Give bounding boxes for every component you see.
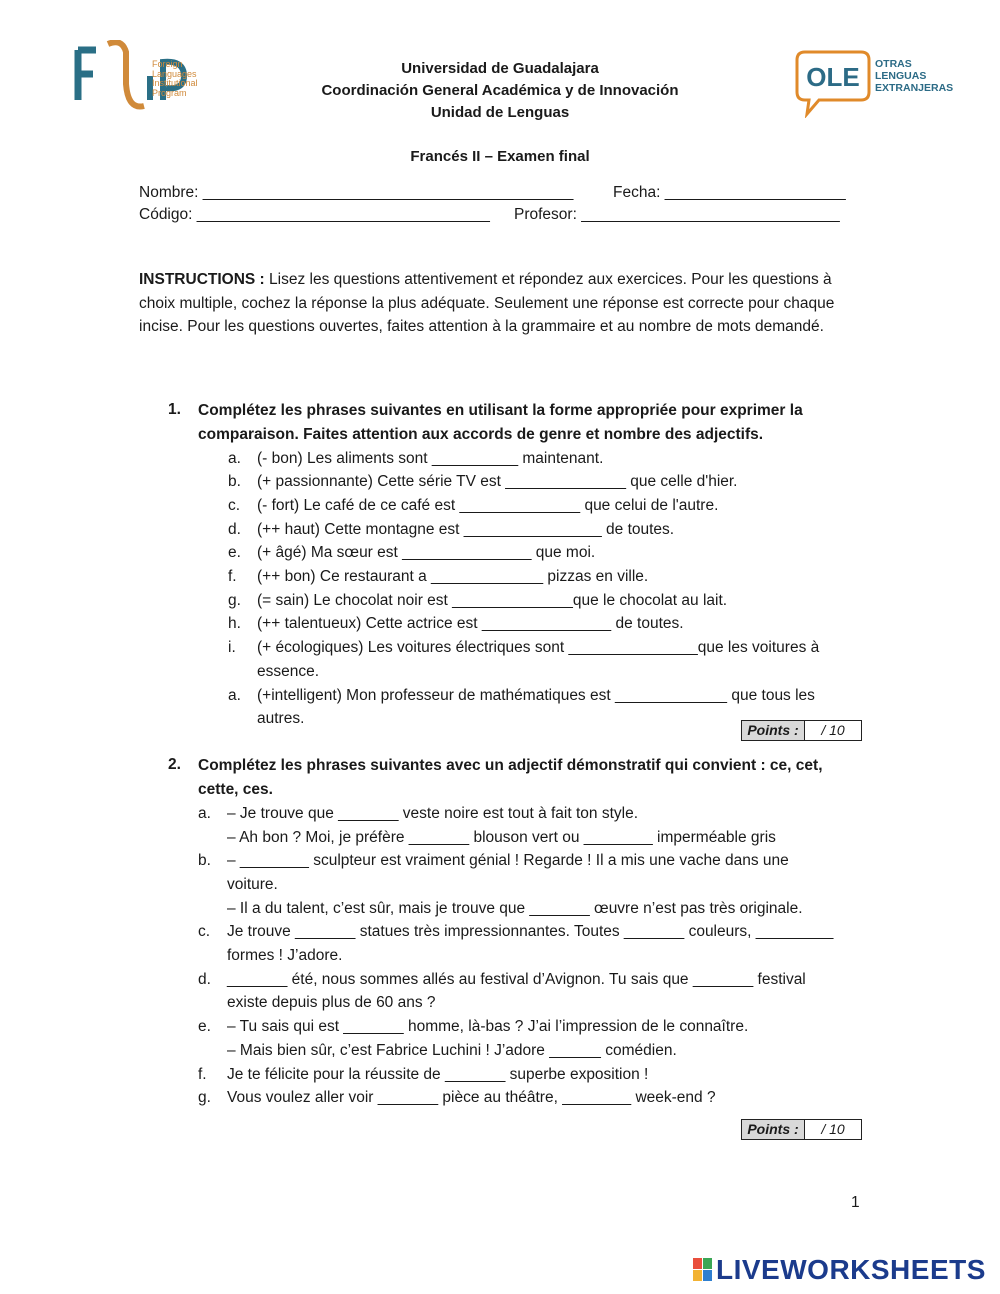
instructions-label: INSTRUCTIONS :	[139, 271, 265, 288]
points-value[interactable]: / 10	[821, 722, 845, 738]
profesor-field[interactable]: Profesor: ______________________________	[514, 206, 840, 223]
q2-item-label: d.	[198, 971, 211, 988]
unit-name: Unidad de Lenguas	[430, 104, 570, 121]
q1-item-label: c.	[228, 497, 241, 514]
q2-item-line[interactable]: Vous voulez aller voir _______ pièce au théâtre, ________ week-end ?	[227, 1089, 716, 1106]
flip-subtitle: Foreign Languages Institutional Program	[152, 59, 198, 98]
codigo-field[interactable]: Código: __________________________________	[139, 206, 490, 223]
q1-item-text-cont: autres.	[257, 710, 305, 727]
q1-item-text[interactable]: (++ bon) Ce restaurant a _____________ pizzas en ville.	[257, 568, 649, 585]
q2-item-line[interactable]: – ________ sculpteur est vraiment génial ! Regarde ! Il a mis une vache dans une	[227, 852, 789, 869]
q1-item-label: f.	[228, 568, 237, 585]
q2-item-line[interactable]: Je te félicite pour la réussite de _______ superbe exposition !	[227, 1066, 649, 1083]
points-value[interactable]: / 10	[821, 1121, 845, 1137]
q1-item-label: g.	[228, 592, 241, 609]
q1-item-text-cont: essence.	[257, 663, 320, 680]
q1-number: 1.	[168, 401, 181, 418]
page-number: 1	[851, 1194, 860, 1211]
coordination-name: Coordinación General Académica y de Innovación	[321, 82, 679, 99]
q2-item-line[interactable]: – Je trouve que _______ veste noire est tout à fait ton style.	[227, 805, 639, 822]
flip-letters: FLIP	[66, 40, 69, 41]
q2-points-box	[741, 1119, 862, 1140]
q1-item-label: a.	[228, 687, 241, 704]
q2-item-label: g.	[198, 1089, 211, 1106]
instructions	[139, 268, 861, 339]
q2-item-line[interactable]: – Mais bien sûr, c’est Fabrice Luchini ! J’adore ______ comédien.	[227, 1042, 677, 1059]
ole-letters: OLE	[806, 62, 860, 92]
ole-subtitle: OTRAS LENGUAS EXTRANJERAS	[875, 58, 954, 94]
q1-item-label: b.	[228, 473, 241, 490]
q2-item-line: formes ! J’adore.	[227, 947, 343, 964]
q1-item-text[interactable]: (+ passionnante) Cette série TV est ______________ que celle d'hier.	[257, 473, 738, 490]
q1-item-text[interactable]: (++ talentueux) Cette actrice est _______________ de toutes.	[257, 615, 684, 632]
q1-item-text[interactable]: (+intelligent) Mon professeur de mathématiques est _____________ que tous les	[257, 687, 815, 704]
q2-item-line: voiture.	[227, 876, 278, 893]
q2-number: 2.	[168, 756, 181, 773]
q1-points-box	[741, 720, 862, 741]
q1-item-text[interactable]: (++ haut) Cette montagne est ________________ de toutes.	[257, 521, 675, 538]
q2-item-line[interactable]: – Tu sais qui est _______ homme, là-bas ? J’ai l’impression de le connaître.	[227, 1018, 749, 1035]
q2-item-label: c.	[198, 923, 211, 940]
q2-item-label: e.	[198, 1018, 211, 1035]
q1-item-text[interactable]: (+ âgé) Ma sœur est _______________ que moi.	[257, 544, 596, 561]
points-label: Points :	[742, 1120, 805, 1139]
q2-item-line[interactable]: Je trouve _______ statues très impressionnantes. Toutes _______ couleurs, _________	[227, 923, 834, 940]
q1-item-label: i.	[228, 639, 236, 656]
fecha-field[interactable]: Fecha: _____________________	[613, 184, 846, 201]
q1-item-text[interactable]: (- bon) Les aliments sont __________ maintenant.	[257, 450, 604, 467]
q1-title: Complétez les phrases suivantes en utilisant la forme appropriée pour exprimer la comparaison. Faites attention aux accords de genre et nombre des adjectifs.	[198, 402, 803, 443]
q2-item-line[interactable]: – Il a du talent, c’est sûr, mais je trouve que _______ œuvre n’est pas très originale.	[227, 900, 803, 917]
q2-item-label: b.	[198, 852, 211, 869]
points-label: Points :	[742, 721, 805, 740]
q2-item-line[interactable]: – Ah bon ? Moi, je préfère _______ blouson vert ou ________ imperméable gris	[227, 829, 776, 846]
exam-title: Francés II – Examen final	[410, 148, 590, 165]
q2-item-line: existe depuis plus de 60 ans ?	[227, 994, 436, 1011]
instructions-text: Lisez les questions attentivement et répondez aux exercices. Pour les questions à choix multiple, cochez la réponse la plus adéquate. Seulement une réponse est correcte pour chaque incise. Pour les questions ouvertes, faites attention à la grammaire et au nombre de mots demandé.	[139, 271, 835, 335]
q2-title: Complétez les phrases suivantes avec un adjectif démonstratif qui convient : ce, cet, cette, ces.	[198, 757, 823, 798]
q1-item-label: d.	[228, 521, 241, 538]
liveworksheets-logo[interactable]: LIVEWORKSHEETS	[716, 1254, 986, 1285]
q1-item-label: h.	[228, 615, 241, 632]
university-name: Universidad de Guadalajara	[401, 60, 599, 77]
q2-item-label: a.	[198, 805, 211, 822]
liveworksheets-badge-icon	[693, 1258, 713, 1282]
nombre-field[interactable]: Nombre: ___________________________________________	[139, 184, 574, 201]
q1-item-text[interactable]: (+ écologiques) Les voitures électriques sont _______________que les voitures à	[257, 639, 820, 656]
q2-item-label: f.	[198, 1066, 207, 1083]
q1-item-label: a.	[228, 450, 241, 467]
q1-item-text[interactable]: (- fort) Le café de ce café est ______________ que celui de l'autre.	[257, 497, 719, 514]
q2-item-line[interactable]: _______ été, nous sommes allés au festival d’Avignon. Tu sais que _______ festival	[227, 971, 806, 988]
q1-item-text[interactable]: (= sain) Le chocolat noir est ______________que le chocolat au lait.	[257, 592, 728, 609]
q1-item-label: e.	[228, 544, 241, 561]
